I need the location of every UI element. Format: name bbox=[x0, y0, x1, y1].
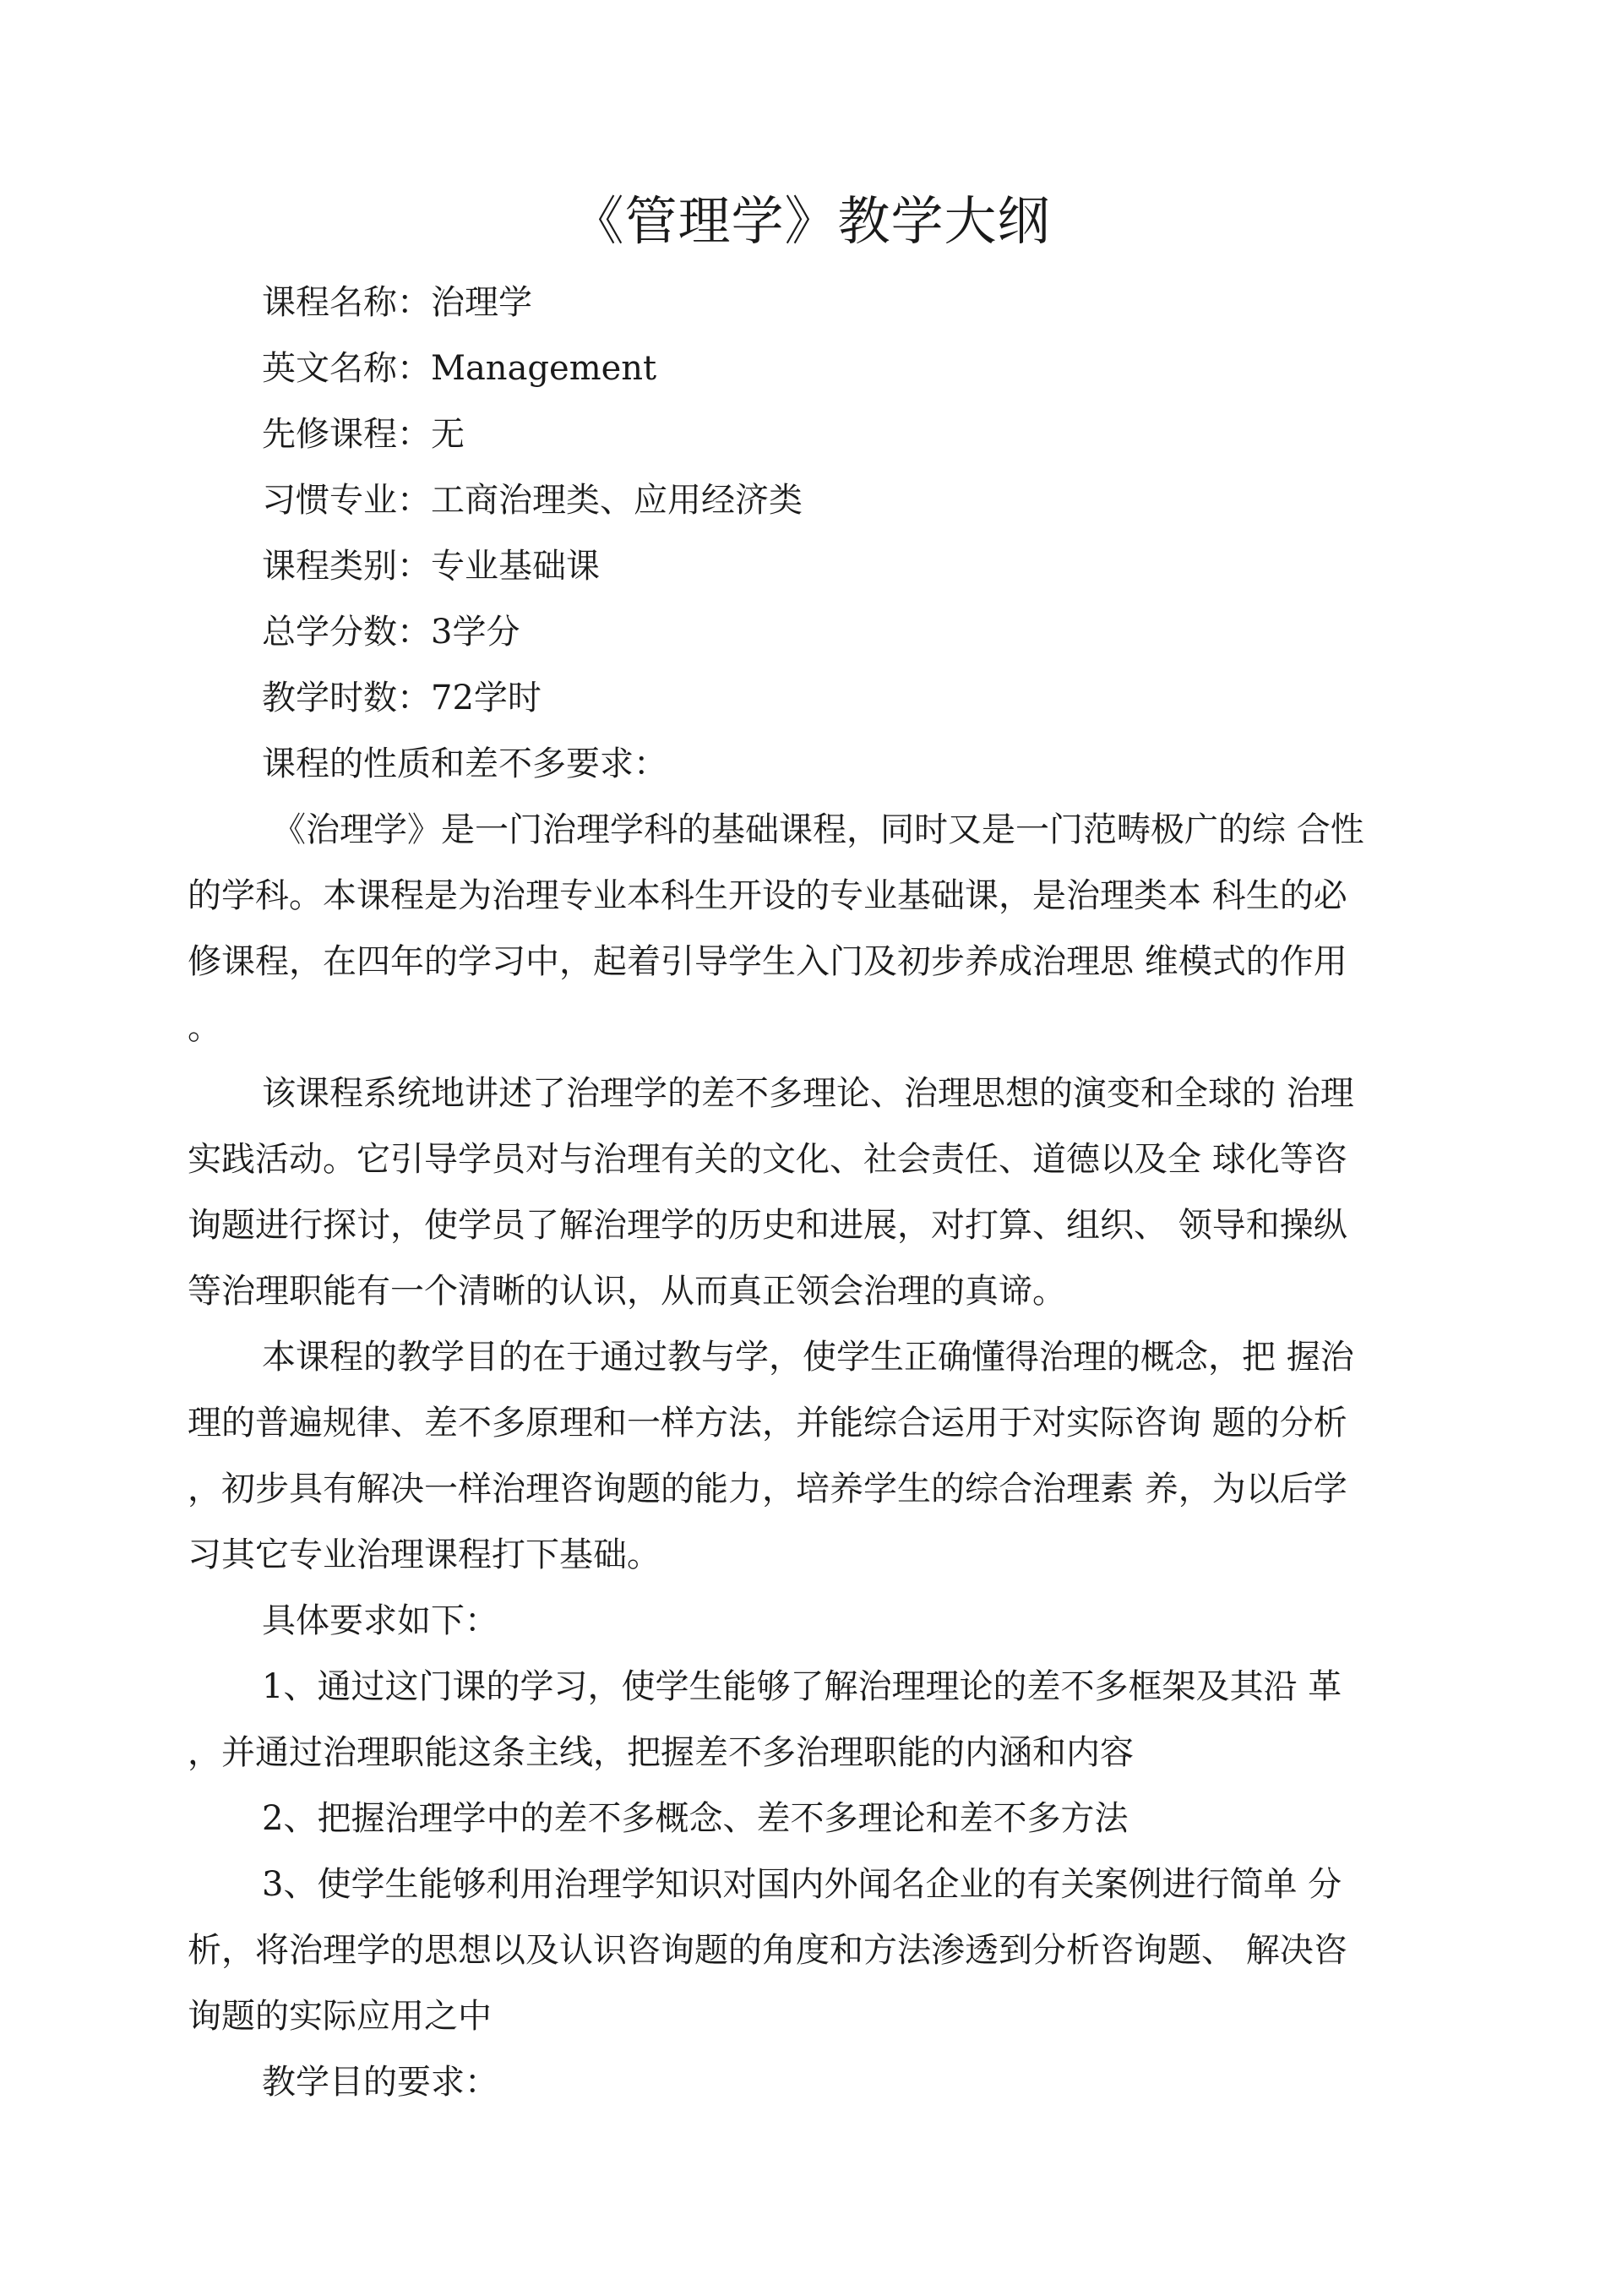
paragraph-line: 询题进行探讨，使学员了解治理学的历史和进展，对打算、组织、 领导和操纵 bbox=[188, 1206, 1347, 1245]
meta-label: 课程名称： bbox=[262, 283, 431, 322]
meta-teaching-hours bbox=[262, 674, 542, 722]
requirement-line: 询题的实际应用之中 bbox=[188, 1997, 492, 2036]
meta-value: 72学时 bbox=[431, 679, 542, 717]
requirement-line: ，并通过治理职能这条主线，把握差不多治理职能的内涵和内容 bbox=[188, 1733, 1134, 1772]
meta-label: 课程类别： bbox=[262, 547, 431, 586]
paragraph-line: ，初步具有解决一样治理咨询题的能力，培养学生的综合治理素 养，为以后学 bbox=[188, 1470, 1347, 1508]
paragraph-line: 习其它专业治理课程打下基础。 bbox=[188, 1535, 661, 1574]
meta-applicable-major bbox=[262, 477, 803, 524]
paragraph-line: 等治理职能有一个清晰的认识，从而真正领会治理的真谛。 bbox=[188, 1272, 1066, 1311]
meta-course-name bbox=[262, 279, 532, 326]
paragraph-line: 《治理学》是一门治理学科的基础课程，同时又是一门范畴极广的综 合性 bbox=[272, 810, 1364, 849]
requirement-line: 3、使学生能够利用治理学知识对国内外闻名企业的有关案例进行简单 分 bbox=[262, 1865, 1342, 1904]
meta-label: 英文名称： bbox=[262, 349, 431, 388]
requirement-line: 析，将治理学的思想以及认识咨询题的角度和方法渗透到分析咨询题、 解决咨 bbox=[188, 1931, 1347, 1970]
section-heading-nature: 课程的性质和差不多要求： bbox=[262, 744, 667, 783]
meta-value: 3学分 bbox=[431, 613, 520, 652]
paragraph-line: 理的普遍规律、差不多原理和一样方法，并能综合运用于对实际咨询 题的分析 bbox=[188, 1404, 1347, 1442]
paragraph-line: 本课程的教学目的在于通过教与学，使学生正确懂得治理的概念，把 握治 bbox=[262, 1338, 1354, 1377]
paragraph-line: 的学科。本课程是为治理专业本科生开设的专业基础课，是治理类本 科生的必 bbox=[188, 876, 1347, 915]
paragraph-line: 。 bbox=[188, 1008, 221, 1047]
meta-label: 习惯专业： bbox=[262, 481, 431, 520]
meta-value: 工商治理类、应用经济类 bbox=[431, 481, 803, 520]
paragraph-line: 修课程，在四年的学习中，起着引导学生入门及初步养成治理思 维模式的作用 bbox=[188, 942, 1347, 981]
meta-value: Management bbox=[431, 349, 657, 388]
meta-english-name bbox=[262, 345, 656, 392]
meta-prerequisite bbox=[262, 411, 465, 458]
document-title: 《管理学》教学大纲 bbox=[571, 190, 1051, 252]
section-heading-objectives: 教学目的要求： bbox=[262, 2063, 498, 2102]
meta-label: 先修课程： bbox=[262, 415, 431, 454]
meta-label: 总学分数： bbox=[262, 613, 431, 652]
paragraph-line: 该课程系统地讲述了治理学的差不多理论、治理思想的演变和全球的 治理 bbox=[262, 1074, 1354, 1113]
paragraph-line: 实践活动。它引导学员对与治理有关的文化、社会责任、道德以及全 球化等咨 bbox=[188, 1140, 1347, 1179]
meta-course-category bbox=[262, 543, 600, 590]
meta-value: 无 bbox=[431, 415, 465, 454]
meta-label: 教学时数： bbox=[262, 679, 431, 717]
requirement-line: 1、通过这门课的学习，使学生能够了解治理理论的差不多框架及其沿 革 bbox=[262, 1667, 1342, 1706]
section-heading-requirements: 具体要求如下： bbox=[262, 1601, 498, 1640]
meta-value: 治理学 bbox=[431, 283, 532, 322]
requirement-line: 2、把握治理学中的差不多概念、差不多理论和差不多方法 bbox=[262, 1799, 1129, 1838]
meta-total-credits bbox=[262, 608, 520, 656]
meta-value: 专业基础课 bbox=[431, 547, 600, 586]
